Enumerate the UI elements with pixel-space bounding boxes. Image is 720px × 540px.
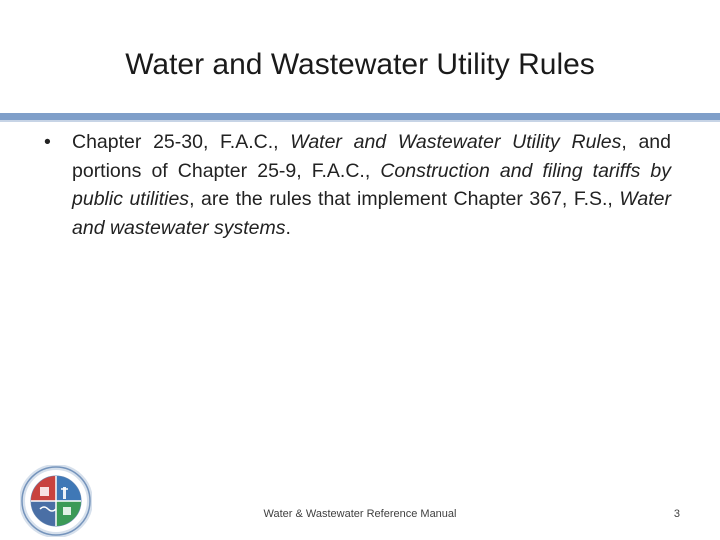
bullet-text-italic: Construction and filing tariffs by public utilities [72,159,671,210]
slide-title: Water and Wastewater Utility Rules [125,48,595,81]
bullet-text [72,128,671,242]
page-number: 3 [673,508,680,520]
bullet-item [44,128,671,242]
bullet-text-italic: Water and Wastewater Utility Rules [290,131,622,153]
footer-text: Water & Wastewater Reference Manual [263,508,457,520]
bullet-text-italic: Water and wastewater systems [72,188,671,239]
bullet-text-part: , and portions of Chapter 25-9, F.A.C., [72,131,671,182]
title-divider [0,113,720,120]
slide-body [44,128,671,242]
bullet-text-part: . [285,216,291,239]
commission-seal-logo [20,465,92,537]
bullet-marker: • [44,131,51,153]
bullet-text-part: Chapter 25-30, F.A.C., [72,131,291,153]
title-divider-shadow [0,120,720,122]
bullet-text-part: , are the rules that implement Chapter 367, F.S., [189,188,620,210]
